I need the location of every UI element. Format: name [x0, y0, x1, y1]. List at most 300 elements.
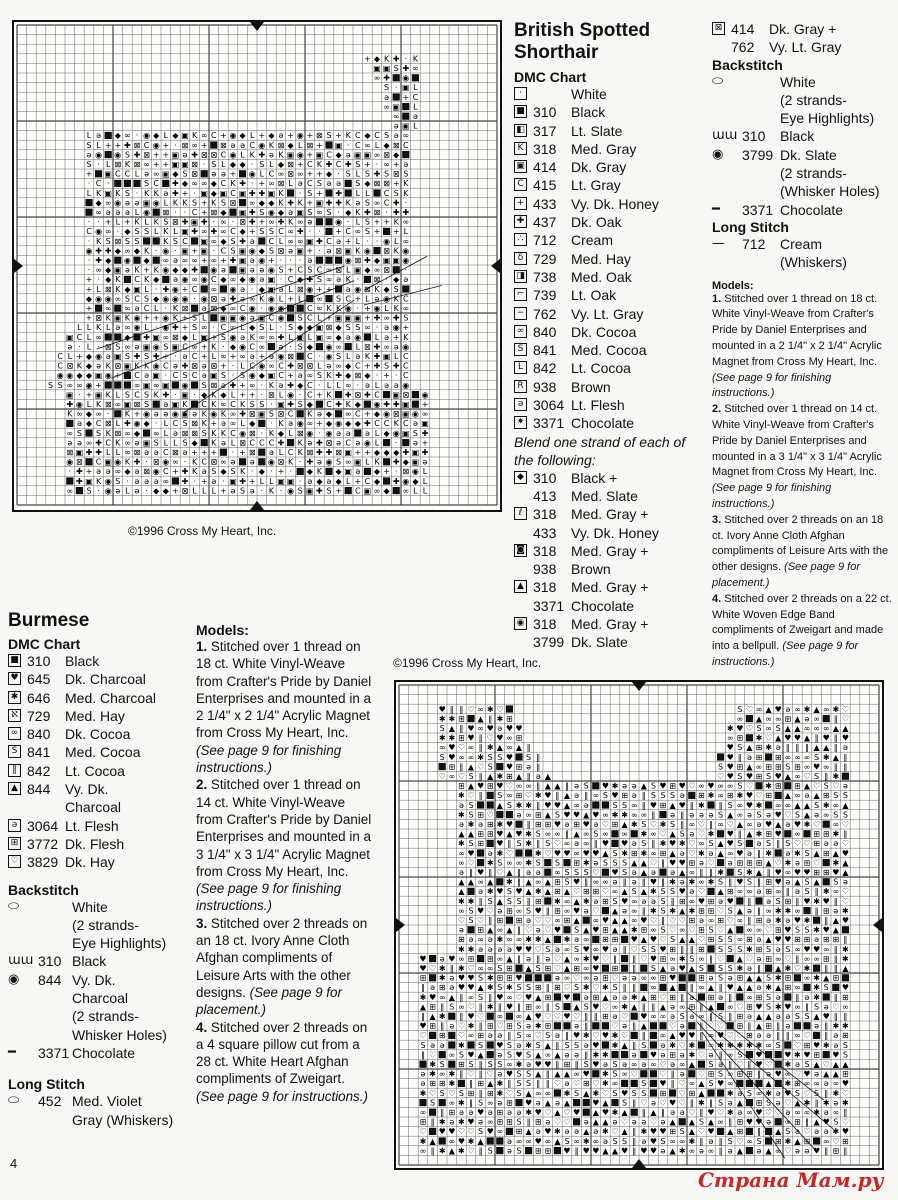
- svg-text:⊞: ⊞: [506, 1098, 513, 1108]
- svg-text:✱: ✱: [419, 1136, 427, 1146]
- svg-text:⊞: ⊞: [736, 1127, 744, 1137]
- svg-text:◉: ◉: [287, 486, 295, 496]
- svg-text:▲: ▲: [544, 781, 551, 791]
- svg-text:◆: ◆: [143, 256, 150, 265]
- svg-text:▣: ▣: [210, 371, 218, 381]
- svg-text:ə: ə: [288, 419, 294, 429]
- svg-text:∞: ∞: [630, 800, 638, 810]
- svg-text:C: C: [297, 265, 303, 275]
- svg-text:♥: ♥: [774, 1069, 782, 1079]
- svg-text:♥: ♥: [755, 1060, 763, 1069]
- svg-text:♥: ♥: [448, 954, 456, 964]
- svg-text:✚: ✚: [95, 246, 102, 256]
- svg-text:·: ·: [97, 342, 100, 352]
- svg-text:·: ·: [231, 361, 235, 371]
- svg-text:▣: ▣: [123, 361, 132, 371]
- svg-text:⊠: ⊠: [181, 486, 189, 496]
- svg-text:▲: ▲: [842, 868, 849, 877]
- svg-text:K: K: [153, 217, 159, 227]
- svg-text:‖: ‖: [651, 810, 656, 820]
- svg-text:∞: ∞: [707, 916, 715, 925]
- svg-text:✱: ✱: [525, 935, 532, 945]
- svg-text:▲: ▲: [506, 868, 513, 877]
- svg-text:◆: ◆: [335, 476, 342, 486]
- dmc-row: [514, 140, 704, 158]
- svg-text:ə: ə: [449, 1117, 455, 1127]
- svg-text:K: K: [393, 294, 399, 304]
- svg-text:∞: ∞: [678, 925, 686, 935]
- svg-text:♥: ♥: [803, 868, 811, 877]
- svg-text:♡: ♡: [534, 944, 542, 954]
- svg-text:▣: ▣: [181, 246, 189, 256]
- svg-text:ə: ə: [449, 983, 455, 993]
- svg-text:◉: ◉: [95, 352, 103, 361]
- svg-text:⊞: ⊞: [765, 791, 772, 801]
- svg-text:∞: ∞: [822, 1136, 830, 1146]
- stitch-desc: [72, 1044, 135, 1062]
- svg-text:▲: ▲: [506, 829, 513, 839]
- svg-text:✱: ✱: [784, 858, 792, 868]
- svg-text:◆: ◆: [85, 409, 93, 419]
- svg-text:▣: ▣: [229, 313, 237, 323]
- svg-text:⊞: ⊞: [602, 935, 609, 945]
- svg-text:⊠: ⊠: [76, 457, 83, 467]
- svg-text:▲: ▲: [563, 887, 571, 897]
- svg-text:+: +: [210, 419, 218, 429]
- svg-text:⊞: ⊞: [842, 1069, 849, 1079]
- svg-text:ə: ə: [403, 160, 409, 169]
- stitch-row: [712, 73, 892, 128]
- svg-text:✚: ✚: [248, 208, 256, 217]
- svg-text:∞: ∞: [248, 294, 256, 304]
- svg-text:▲: ▲: [429, 1012, 436, 1021]
- svg-text:ə: ə: [554, 944, 560, 954]
- svg-text:▲: ▲: [544, 1098, 551, 1108]
- svg-text:∞: ∞: [659, 1031, 667, 1041]
- svg-text:∞: ∞: [383, 342, 390, 352]
- svg-text:◉: ◉: [402, 476, 410, 486]
- svg-text:‖: ‖: [699, 1002, 704, 1012]
- svg-text:♡: ♡: [717, 1021, 725, 1031]
- svg-text:♡: ♡: [649, 1117, 657, 1127]
- svg-text:▲: ▲: [611, 1146, 619, 1156]
- svg-text:∞: ∞: [344, 380, 352, 390]
- svg-text:♥: ♥: [505, 820, 513, 829]
- svg-text:∞: ∞: [95, 332, 102, 342]
- svg-text:▣: ▣: [344, 313, 352, 323]
- svg-text:♥: ♥: [726, 762, 734, 772]
- svg-text:∞: ∞: [784, 868, 792, 877]
- svg-text:ə: ə: [650, 896, 656, 906]
- blend-row: [514, 578, 704, 596]
- svg-text:+: +: [354, 476, 362, 486]
- svg-text:▲: ▲: [554, 1108, 561, 1117]
- svg-text:S: S: [201, 380, 207, 390]
- svg-text:▲: ▲: [535, 992, 542, 1002]
- svg-text:◆: ◆: [364, 265, 371, 275]
- svg-text:▲: ▲: [832, 848, 839, 858]
- svg-text:✱: ✱: [534, 887, 542, 897]
- svg-text:▲: ▲: [448, 724, 455, 733]
- svg-text:✱: ✱: [525, 839, 532, 849]
- svg-text:‖: ‖: [565, 1031, 569, 1041]
- stitch-desc-line: (2 strands-: [72, 1008, 139, 1025]
- svg-text:∞: ∞: [563, 839, 571, 849]
- burmese-models: [196, 622, 372, 1105]
- model-number: 3.: [196, 915, 208, 931]
- svg-text:▲: ▲: [803, 810, 811, 820]
- svg-text:♡: ♡: [697, 1127, 705, 1137]
- svg-text:✱: ✱: [822, 1040, 830, 1050]
- svg-text:+: +: [181, 323, 189, 333]
- svg-text:∞: ∞: [506, 791, 513, 801]
- svg-text:‖: ‖: [833, 954, 838, 964]
- svg-text:‖: ‖: [622, 983, 627, 993]
- svg-text:S: S: [478, 1098, 484, 1108]
- svg-text:∞: ∞: [458, 906, 465, 916]
- svg-text:K: K: [191, 467, 198, 477]
- svg-text:◉: ◉: [171, 409, 179, 419]
- svg-text:✚: ✚: [373, 169, 381, 179]
- svg-text:∞: ∞: [544, 1136, 552, 1146]
- svg-text:∞: ∞: [803, 752, 811, 762]
- svg-text:‖: ‖: [824, 1021, 829, 1031]
- svg-text:ə: ə: [422, 457, 428, 467]
- svg-text:▣: ▣: [238, 246, 247, 256]
- svg-text:♥: ♥: [467, 733, 475, 743]
- svg-text:ə: ə: [307, 476, 313, 486]
- svg-text:◉: ◉: [229, 332, 237, 342]
- svg-text:♥: ♥: [534, 906, 542, 916]
- svg-text:S: S: [487, 1146, 493, 1156]
- svg-text:·: ·: [270, 419, 273, 429]
- svg-text:⊞: ⊞: [717, 916, 724, 925]
- svg-text:S: S: [564, 877, 570, 887]
- model-text: Stitched over 2 threads on an 18 ct. Ivory Anne Cloth Afghan compliments of Leisure Arts with the other designs.: [196, 915, 368, 1000]
- svg-text:·: ·: [212, 246, 216, 256]
- svg-text:✱: ✱: [765, 1088, 772, 1098]
- svg-text:S: S: [326, 131, 332, 141]
- svg-text:◆: ◆: [249, 419, 256, 429]
- svg-text:∞: ∞: [486, 1098, 494, 1108]
- svg-text:∞: ∞: [726, 1079, 734, 1089]
- svg-text:K: K: [268, 486, 275, 496]
- svg-text:♥: ♥: [573, 877, 581, 887]
- svg-text:S: S: [526, 1050, 532, 1060]
- svg-text:♡: ♡: [573, 973, 581, 983]
- svg-text:L: L: [221, 160, 226, 169]
- svg-text:∞: ∞: [76, 380, 83, 390]
- svg-text:▲: ▲: [794, 1136, 801, 1146]
- svg-text:◉: ◉: [248, 246, 256, 256]
- svg-text:ə: ə: [775, 1012, 781, 1021]
- svg-text:◉: ◉: [200, 275, 208, 285]
- svg-text:·: ·: [174, 208, 177, 217]
- svg-text:K: K: [297, 198, 303, 208]
- svg-text:◆: ◆: [133, 246, 141, 256]
- svg-text:ə: ə: [593, 896, 599, 906]
- model-paragraph: [712, 402, 892, 513]
- svg-text:ə: ə: [679, 848, 685, 858]
- stitch-desc-line: Charcoal: [72, 990, 129, 1007]
- svg-text:ə: ə: [650, 1098, 656, 1108]
- svg-text:♥: ♥: [496, 733, 504, 743]
- svg-text:▲: ▲: [544, 935, 551, 945]
- svg-text:♥: ♥: [592, 1002, 600, 1012]
- svg-text:ə: ə: [535, 1098, 541, 1108]
- svg-text:♥: ♥: [573, 1108, 581, 1117]
- svg-text:◆: ◆: [153, 486, 160, 496]
- svg-text:∞: ∞: [554, 868, 561, 877]
- svg-text:▲: ▲: [640, 858, 647, 868]
- svg-text:◉: ◉: [392, 323, 400, 333]
- svg-text:⊞: ⊞: [755, 752, 763, 762]
- dmc-number: 318: [533, 140, 557, 157]
- svg-text:◆: ◆: [95, 198, 102, 208]
- svg-text:♥: ♥: [822, 733, 830, 743]
- svg-text:▣: ▣: [344, 448, 352, 457]
- svg-text:∞: ∞: [794, 1002, 801, 1012]
- svg-text:K: K: [211, 342, 217, 352]
- color-name: [65, 689, 156, 707]
- svg-text:∞: ∞: [316, 208, 323, 217]
- svg-text:◉: ◉: [210, 265, 218, 275]
- svg-text:‖: ‖: [728, 1060, 733, 1069]
- svg-text:L: L: [278, 448, 284, 457]
- svg-text:♡: ♡: [659, 1069, 667, 1079]
- symbol-box: ◧: [514, 124, 527, 137]
- svg-text:+: +: [85, 169, 93, 179]
- svg-text:K: K: [326, 304, 332, 313]
- svg-text:♥: ♥: [457, 983, 465, 993]
- svg-text:∞: ∞: [573, 800, 580, 810]
- svg-text:⊞: ⊞: [698, 906, 705, 916]
- svg-text:C: C: [268, 313, 275, 323]
- svg-text:∞: ∞: [373, 265, 381, 275]
- svg-text:♥: ♥: [726, 743, 734, 753]
- color-name: [571, 378, 611, 396]
- svg-text:∞: ∞: [832, 1108, 840, 1117]
- svg-text:∞: ∞: [573, 848, 580, 858]
- svg-text:⊞: ⊞: [726, 887, 734, 897]
- svg-text:‖: ‖: [632, 954, 637, 964]
- svg-text:L: L: [115, 419, 121, 429]
- svg-text:L: L: [211, 486, 217, 496]
- color-name-line: Med. Charcoal: [65, 689, 157, 706]
- svg-text:∞: ∞: [726, 1069, 734, 1079]
- british-key: [514, 20, 704, 652]
- svg-text:‖: ‖: [469, 1098, 473, 1108]
- svg-text:◆: ◆: [220, 390, 227, 400]
- svg-text:ə: ə: [384, 92, 390, 102]
- svg-text:S: S: [631, 1088, 637, 1098]
- svg-text:S: S: [794, 1012, 800, 1021]
- svg-text:K: K: [172, 313, 179, 323]
- svg-text:S: S: [506, 1050, 512, 1060]
- svg-text:▲: ▲: [631, 858, 638, 868]
- svg-text:∞: ∞: [421, 409, 429, 419]
- svg-text:⊠: ⊠: [104, 284, 112, 294]
- svg-text:✱: ✱: [842, 1021, 849, 1031]
- svg-text:+: +: [364, 448, 371, 457]
- svg-text:◆: ◆: [114, 246, 121, 256]
- svg-text:♥: ♥: [717, 1031, 725, 1041]
- svg-text:◆: ◆: [191, 438, 198, 448]
- svg-text:∞: ∞: [506, 992, 513, 1002]
- svg-text:ə: ə: [497, 906, 503, 916]
- svg-text:◆: ◆: [277, 160, 285, 169]
- svg-text:⊞: ⊞: [736, 733, 744, 743]
- svg-text:◆: ◆: [393, 150, 400, 160]
- svg-text:‖: ‖: [488, 868, 493, 877]
- svg-text:∞: ∞: [477, 877, 484, 887]
- svg-text:✱: ✱: [832, 829, 840, 839]
- svg-text:⊠: ⊠: [373, 208, 381, 217]
- svg-text:∞: ∞: [104, 304, 112, 313]
- svg-text:▣: ▣: [286, 476, 295, 486]
- svg-text:♥: ♥: [467, 724, 475, 733]
- svg-text:▲: ▲: [640, 887, 647, 897]
- svg-text:∞: ∞: [640, 973, 648, 983]
- svg-text:ə: ə: [564, 1127, 570, 1137]
- svg-text:S: S: [833, 810, 839, 820]
- svg-text:S: S: [478, 1040, 484, 1050]
- svg-text:♡: ♡: [621, 1012, 629, 1021]
- svg-text:ə: ə: [105, 352, 111, 361]
- svg-text:K: K: [191, 131, 198, 141]
- svg-text:⊠: ⊠: [277, 179, 285, 189]
- svg-text:∞: ∞: [373, 73, 381, 83]
- svg-text:✱: ✱: [611, 1031, 619, 1041]
- svg-text:♥: ♥: [544, 1060, 552, 1069]
- symbol-box: ⌐: [514, 288, 527, 301]
- svg-text:∞: ∞: [794, 944, 801, 954]
- svg-text:L: L: [259, 169, 265, 179]
- svg-text:▣: ▣: [363, 486, 372, 496]
- svg-text:K: K: [211, 400, 217, 409]
- svg-text:L: L: [259, 476, 265, 486]
- svg-text:∞: ∞: [592, 916, 600, 925]
- svg-text:L: L: [240, 150, 245, 160]
- svg-text:K: K: [412, 54, 419, 64]
- svg-text:✱: ✱: [803, 820, 811, 829]
- svg-text:∞: ∞: [774, 800, 782, 810]
- svg-text:◉: ◉: [383, 236, 391, 246]
- svg-text:⊞: ⊞: [659, 848, 667, 858]
- svg-text:·: ·: [145, 486, 148, 496]
- svg-text:✱: ✱: [611, 781, 619, 791]
- svg-text:✚: ✚: [104, 246, 112, 256]
- svg-text:▲: ▲: [813, 1117, 820, 1127]
- svg-text:S: S: [737, 772, 743, 781]
- svg-text:ə: ə: [612, 944, 618, 954]
- svg-text:L: L: [422, 467, 428, 477]
- color-name: [571, 195, 659, 213]
- svg-text:S: S: [650, 944, 656, 954]
- svg-text:ə: ə: [756, 954, 762, 964]
- svg-text:∞: ∞: [200, 179, 208, 189]
- svg-text:‖: ‖: [824, 772, 829, 781]
- svg-text:S: S: [316, 275, 322, 285]
- svg-text:◉: ◉: [267, 457, 275, 467]
- svg-text:◆: ◆: [345, 419, 352, 429]
- bottom-cross-stitch-chart: [396, 682, 882, 1168]
- svg-text:C: C: [307, 352, 313, 361]
- svg-text:✱: ✱: [438, 733, 446, 743]
- svg-text:∞: ∞: [534, 877, 542, 887]
- svg-text:⊠: ⊠: [133, 448, 141, 457]
- svg-text:L: L: [144, 323, 149, 333]
- svg-text:⊠: ⊠: [181, 140, 189, 150]
- svg-text:S: S: [833, 1117, 839, 1127]
- svg-text:♡: ♡: [477, 916, 485, 925]
- svg-text:⊞: ⊞: [582, 1079, 590, 1089]
- svg-text:·: ·: [250, 467, 254, 477]
- svg-text:♡: ♡: [457, 916, 465, 925]
- svg-text:⊠: ⊠: [402, 467, 410, 477]
- svg-text:C: C: [249, 342, 255, 352]
- svg-text:✱: ✱: [438, 1012, 446, 1021]
- svg-text:♥: ♥: [496, 829, 504, 839]
- svg-text:⊞: ⊞: [736, 973, 744, 983]
- svg-text:⊠: ⊠: [383, 265, 390, 275]
- svg-text:⊞: ⊞: [765, 1021, 772, 1031]
- svg-text:+: +: [306, 198, 314, 208]
- svg-text:✚: ✚: [172, 179, 179, 189]
- svg-text:♡: ♡: [765, 1108, 773, 1117]
- svg-text:+: +: [248, 476, 256, 486]
- svg-text:▲: ▲: [467, 781, 475, 791]
- svg-text:‖: ‖: [814, 1098, 819, 1108]
- svg-text:+: +: [373, 227, 381, 237]
- svg-text:♥: ♥: [544, 1127, 552, 1137]
- svg-text:♥: ♥: [582, 944, 590, 954]
- svg-text:·: ·: [298, 476, 302, 486]
- svg-text:▣: ▣: [354, 150, 362, 160]
- svg-text:S: S: [144, 294, 150, 304]
- dmc-row: [514, 359, 704, 377]
- svg-text:◉: ◉: [143, 131, 151, 141]
- svg-text:+: +: [316, 188, 323, 198]
- svg-text:+: +: [258, 131, 266, 141]
- svg-text:⊠: ⊠: [210, 380, 218, 390]
- svg-text:∞: ∞: [794, 704, 801, 714]
- color-name-line: Vy. Dk. Honey: [571, 195, 659, 212]
- svg-text:·: ·: [250, 284, 254, 294]
- svg-text:⊞: ⊞: [506, 973, 513, 983]
- svg-text:ə: ə: [240, 140, 246, 150]
- svg-text:K: K: [403, 332, 409, 342]
- svg-text:C: C: [287, 409, 294, 419]
- british-backstitch-heading: Backstitch: [712, 56, 783, 73]
- svg-text:✱: ✱: [746, 944, 753, 954]
- burmese-backstitch-list: [8, 898, 188, 1063]
- svg-text:S: S: [288, 323, 294, 333]
- svg-text:S: S: [660, 887, 666, 897]
- svg-text:C: C: [355, 486, 361, 496]
- svg-text:◉: ◉: [402, 73, 410, 83]
- svg-text:L: L: [345, 265, 351, 275]
- svg-text:ə: ə: [124, 265, 130, 275]
- svg-text:▣: ▣: [354, 265, 362, 275]
- svg-text:✱: ✱: [746, 868, 753, 877]
- svg-text:ə: ə: [458, 868, 464, 877]
- svg-text:∞: ∞: [325, 265, 333, 275]
- svg-text:◆: ◆: [354, 400, 361, 409]
- model-paragraph: [712, 513, 892, 592]
- svg-text:⊞: ⊞: [794, 762, 801, 772]
- svg-text:▲: ▲: [765, 1012, 772, 1021]
